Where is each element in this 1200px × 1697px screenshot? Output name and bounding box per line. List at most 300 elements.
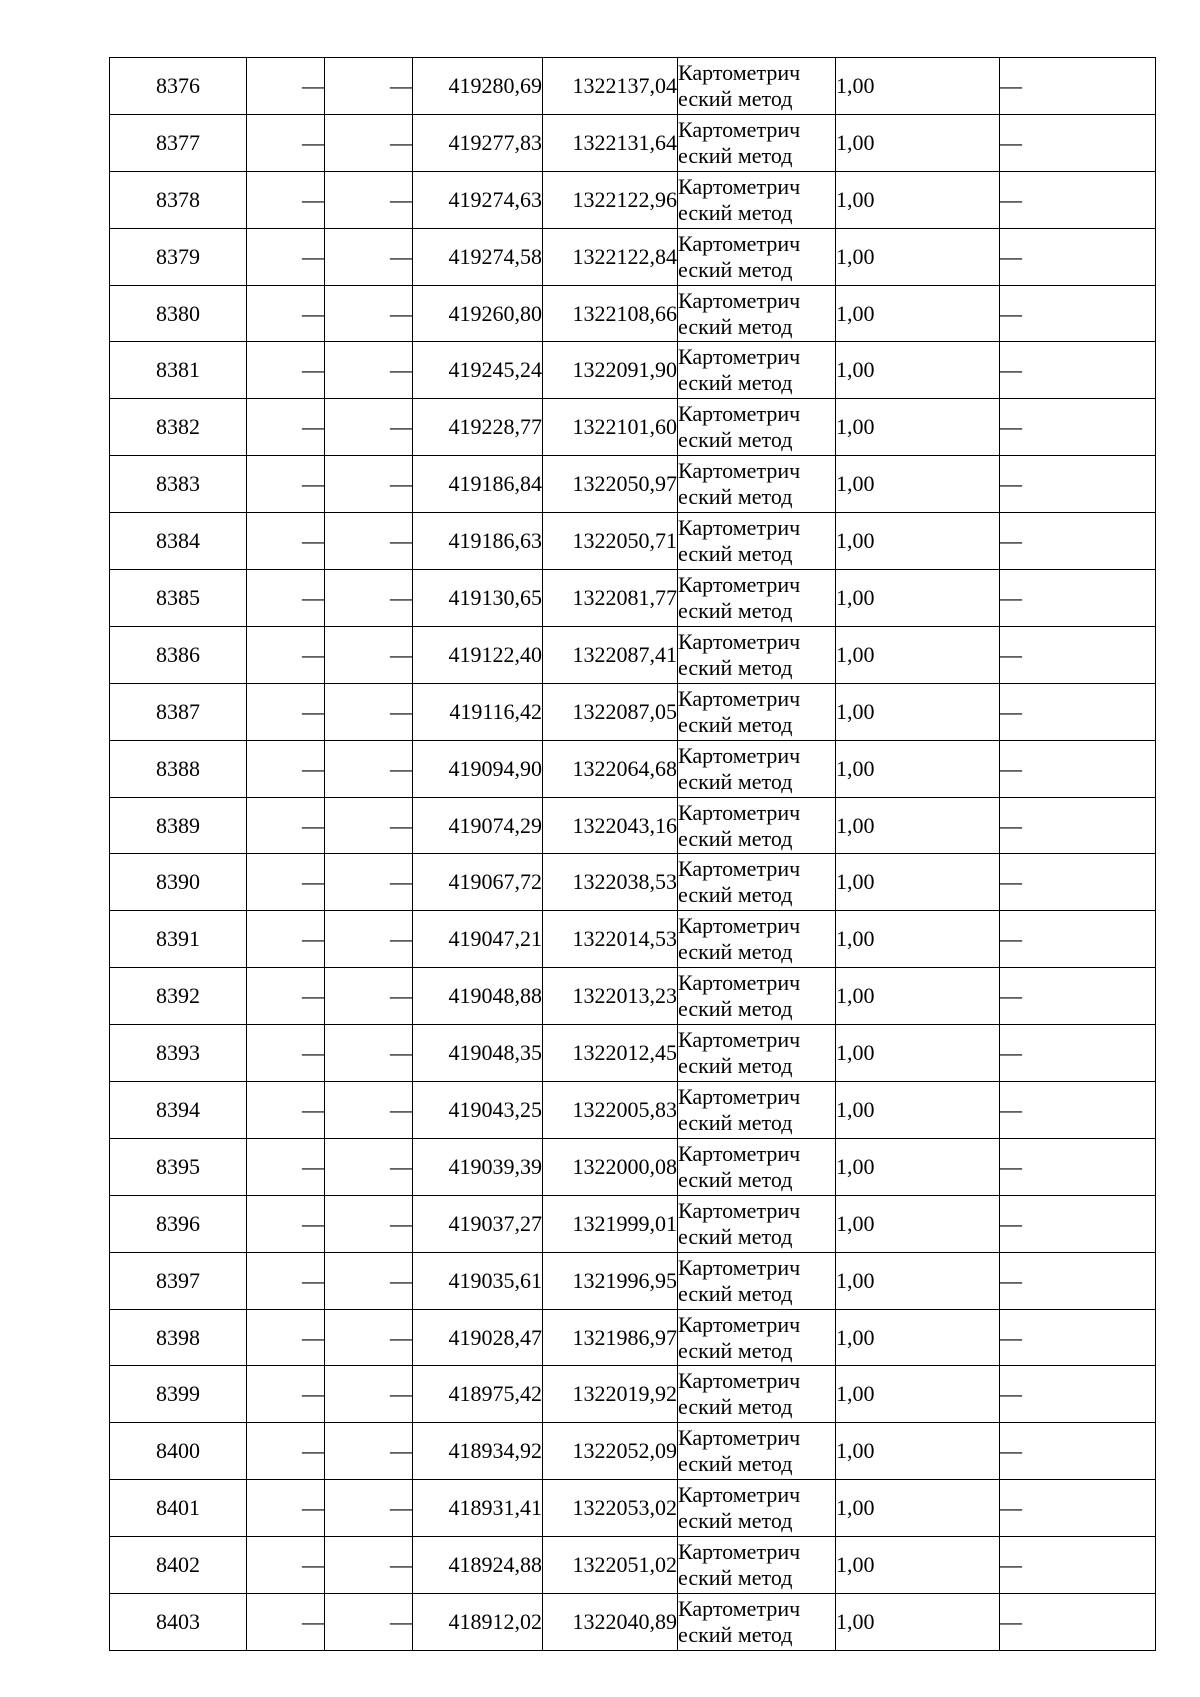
table-row (110, 911, 1156, 968)
method-text-line: еский метод (678, 1166, 793, 1192)
empty-value-cell: — (325, 1423, 413, 1480)
point-number-cell: 8391 (110, 911, 247, 968)
point-number-cell: 8379 (110, 228, 247, 285)
precision-cell: 1,00 (836, 399, 1000, 456)
empty-value-cell: — (247, 626, 325, 683)
table-row (110, 399, 1156, 456)
precision-cell: 1,00 (836, 1195, 1000, 1252)
empty-value-cell: — (325, 1594, 413, 1651)
y-coordinate-cell: 1322137,04 (543, 58, 678, 115)
method-text-line: Картометрич (678, 571, 801, 597)
method-text-line: Картометрич (678, 59, 801, 85)
precision-cell: 1,00 (836, 1594, 1000, 1651)
x-coordinate-cell: 419260,80 (413, 285, 543, 342)
table-row (110, 1195, 1156, 1252)
point-number-cell: 8387 (110, 683, 247, 740)
method-text-line: Картометрич (678, 230, 801, 256)
empty-value-cell: — (325, 342, 413, 399)
method-text-line: Картометрич (678, 1254, 801, 1280)
y-coordinate-cell: 1322043,16 (543, 797, 678, 854)
method-cell (678, 1025, 836, 1082)
empty-value-cell: — (325, 1480, 413, 1537)
point-number-cell: 8382 (110, 399, 247, 456)
method-text-line: еский метод (678, 484, 793, 510)
empty-value-cell: — (325, 1537, 413, 1594)
method-text-line: еский метод (678, 597, 793, 623)
empty-value-cell: — (247, 968, 325, 1025)
x-coordinate-cell: 419028,47 (413, 1309, 543, 1366)
method-cell (678, 1480, 836, 1537)
description-cell: — (1000, 740, 1156, 797)
empty-value-cell: — (247, 1138, 325, 1195)
y-coordinate-cell: 1322005,83 (543, 1082, 678, 1139)
method-text-line: Картометрич (678, 515, 801, 541)
empty-value-cell: — (325, 171, 413, 228)
method-text-line: Картометрич (678, 1482, 801, 1508)
x-coordinate-cell: 419186,84 (413, 456, 543, 513)
method-text-line: Картометрич (678, 1539, 801, 1565)
table-row (110, 570, 1156, 627)
precision-cell: 1,00 (836, 1252, 1000, 1309)
y-coordinate-cell: 1322052,09 (543, 1423, 678, 1480)
point-number-cell: 8401 (110, 1480, 247, 1537)
x-coordinate-cell: 419094,90 (413, 740, 543, 797)
precision-cell: 1,00 (836, 683, 1000, 740)
y-coordinate-cell: 1322000,08 (543, 1138, 678, 1195)
point-number-cell: 8383 (110, 456, 247, 513)
table-row (110, 456, 1156, 513)
empty-value-cell: — (247, 58, 325, 115)
point-number-cell: 8389 (110, 797, 247, 854)
precision-cell: 1,00 (836, 1537, 1000, 1594)
precision-cell: 1,00 (836, 570, 1000, 627)
y-coordinate-cell: 1322081,77 (543, 570, 678, 627)
description-cell: — (1000, 626, 1156, 683)
table-row (110, 342, 1156, 399)
point-number-cell: 8400 (110, 1423, 247, 1480)
empty-value-cell: — (325, 740, 413, 797)
empty-value-cell: — (247, 1309, 325, 1366)
empty-value-cell: — (247, 911, 325, 968)
x-coordinate-cell: 419074,29 (413, 797, 543, 854)
method-text-line: Картометрич (678, 1027, 801, 1053)
description-cell: — (1000, 968, 1156, 1025)
method-text-line: еский метод (678, 1451, 793, 1477)
empty-value-cell: — (247, 1594, 325, 1651)
method-text-line: Картометрич (678, 173, 801, 199)
precision-cell: 1,00 (836, 968, 1000, 1025)
y-coordinate-cell: 1322087,05 (543, 683, 678, 740)
x-coordinate-cell: 419245,24 (413, 342, 543, 399)
empty-value-cell: — (325, 456, 413, 513)
description-cell: — (1000, 1537, 1156, 1594)
point-number-cell: 8399 (110, 1366, 247, 1423)
table-row (110, 1082, 1156, 1139)
description-cell: — (1000, 456, 1156, 513)
x-coordinate-cell: 419039,39 (413, 1138, 543, 1195)
method-cell (678, 285, 836, 342)
method-text-line: Картометрич (678, 1197, 801, 1223)
empty-value-cell: — (247, 114, 325, 171)
empty-value-cell: — (247, 1423, 325, 1480)
empty-value-cell: — (247, 456, 325, 513)
method-text-line: еский метод (678, 1223, 793, 1249)
x-coordinate-cell: 419048,88 (413, 968, 543, 1025)
method-text-line: Картометрич (678, 287, 801, 313)
description-cell: — (1000, 1366, 1156, 1423)
empty-value-cell: — (247, 228, 325, 285)
method-text-line: еский метод (678, 541, 793, 567)
empty-value-cell: — (325, 570, 413, 627)
y-coordinate-cell: 1322101,60 (543, 399, 678, 456)
method-text-line: еский метод (678, 85, 793, 111)
method-text-line: еский метод (678, 199, 793, 225)
x-coordinate-cell: 419130,65 (413, 570, 543, 627)
method-text-line: еский метод (678, 427, 793, 453)
empty-value-cell: — (247, 1537, 325, 1594)
precision-cell: 1,00 (836, 1423, 1000, 1480)
x-coordinate-cell: 419228,77 (413, 399, 543, 456)
precision-cell: 1,00 (836, 626, 1000, 683)
point-number-cell: 8385 (110, 570, 247, 627)
point-number-cell: 8393 (110, 1025, 247, 1082)
empty-value-cell: — (247, 399, 325, 456)
y-coordinate-cell: 1322051,02 (543, 1537, 678, 1594)
x-coordinate-cell: 419280,69 (413, 58, 543, 115)
method-text-line: Картометрич (678, 970, 801, 996)
table-row (110, 58, 1156, 115)
x-coordinate-cell: 418934,92 (413, 1423, 543, 1480)
table-row (110, 683, 1156, 740)
x-coordinate-cell: 419047,21 (413, 911, 543, 968)
point-number-cell: 8380 (110, 285, 247, 342)
table-row (110, 1025, 1156, 1082)
y-coordinate-cell: 1322019,92 (543, 1366, 678, 1423)
y-coordinate-cell: 1322012,45 (543, 1025, 678, 1082)
table-row (110, 854, 1156, 911)
table-row (110, 1423, 1156, 1480)
point-number-cell: 8403 (110, 1594, 247, 1651)
description-cell: — (1000, 285, 1156, 342)
method-text-line: Картометрич (678, 685, 801, 711)
method-text-line: еский метод (678, 825, 793, 851)
description-cell: — (1000, 570, 1156, 627)
empty-value-cell: — (247, 171, 325, 228)
empty-value-cell: — (325, 1025, 413, 1082)
description-cell: — (1000, 1025, 1156, 1082)
method-cell (678, 342, 836, 399)
empty-value-cell: — (247, 1252, 325, 1309)
method-text-line: еский метод (678, 1280, 793, 1306)
method-text-line: еский метод (678, 313, 793, 339)
description-cell: — (1000, 114, 1156, 171)
description-cell: — (1000, 58, 1156, 115)
method-cell (678, 1252, 836, 1309)
description-cell: — (1000, 513, 1156, 570)
description-cell: — (1000, 171, 1156, 228)
point-number-cell: 8394 (110, 1082, 247, 1139)
method-text-line: Картометрич (678, 1595, 801, 1621)
table-row (110, 171, 1156, 228)
table-row (110, 513, 1156, 570)
description-cell: — (1000, 1252, 1156, 1309)
method-cell (678, 399, 836, 456)
empty-value-cell: — (247, 1195, 325, 1252)
empty-value-cell: — (325, 285, 413, 342)
x-coordinate-cell: 418975,42 (413, 1366, 543, 1423)
method-text-line: Картометрич (678, 742, 801, 768)
coordinates-table (109, 57, 1156, 1651)
x-coordinate-cell: 419186,63 (413, 513, 543, 570)
table-row (110, 285, 1156, 342)
description-cell: — (1000, 399, 1156, 456)
y-coordinate-cell: 1322038,53 (543, 854, 678, 911)
x-coordinate-cell: 419116,42 (413, 683, 543, 740)
precision-cell: 1,00 (836, 740, 1000, 797)
empty-value-cell: — (247, 797, 325, 854)
method-cell (678, 513, 836, 570)
empty-value-cell: — (325, 797, 413, 854)
method-cell (678, 1423, 836, 1480)
y-coordinate-cell: 1322050,97 (543, 456, 678, 513)
x-coordinate-cell: 419043,25 (413, 1082, 543, 1139)
method-cell (678, 171, 836, 228)
empty-value-cell: — (325, 513, 413, 570)
method-text-line: еский метод (678, 1053, 793, 1079)
method-cell (678, 626, 836, 683)
empty-value-cell: — (325, 626, 413, 683)
method-cell (678, 854, 836, 911)
method-cell (678, 740, 836, 797)
table-row (110, 1252, 1156, 1309)
table-row (110, 114, 1156, 171)
precision-cell: 1,00 (836, 1082, 1000, 1139)
table-row (110, 228, 1156, 285)
method-text-line: еский метод (678, 1109, 793, 1135)
description-cell: — (1000, 797, 1156, 854)
empty-value-cell: — (247, 1025, 325, 1082)
y-coordinate-cell: 1322064,68 (543, 740, 678, 797)
precision-cell: 1,00 (836, 1480, 1000, 1537)
x-coordinate-cell: 418912,02 (413, 1594, 543, 1651)
empty-value-cell: — (325, 1366, 413, 1423)
empty-value-cell: — (247, 570, 325, 627)
empty-value-cell: — (247, 740, 325, 797)
method-cell (678, 570, 836, 627)
empty-value-cell: — (247, 1480, 325, 1537)
method-cell (678, 228, 836, 285)
y-coordinate-cell: 1321986,97 (543, 1309, 678, 1366)
method-text-line: Картометрич (678, 1311, 801, 1337)
y-coordinate-cell: 1322013,23 (543, 968, 678, 1025)
point-number-cell: 8386 (110, 626, 247, 683)
y-coordinate-cell: 1321999,01 (543, 1195, 678, 1252)
x-coordinate-cell: 419048,35 (413, 1025, 543, 1082)
description-cell: — (1000, 228, 1156, 285)
method-cell (678, 1195, 836, 1252)
method-text-line: еский метод (678, 1394, 793, 1420)
precision-cell: 1,00 (836, 1025, 1000, 1082)
y-coordinate-cell: 1322087,41 (543, 626, 678, 683)
table-row (110, 1309, 1156, 1366)
description-cell: — (1000, 342, 1156, 399)
method-cell (678, 968, 836, 1025)
precision-cell: 1,00 (836, 342, 1000, 399)
method-cell (678, 456, 836, 513)
x-coordinate-cell: 419122,40 (413, 626, 543, 683)
description-cell: — (1000, 1480, 1156, 1537)
empty-value-cell: — (247, 285, 325, 342)
precision-cell: 1,00 (836, 1138, 1000, 1195)
precision-cell: 1,00 (836, 114, 1000, 171)
precision-cell: 1,00 (836, 171, 1000, 228)
y-coordinate-cell: 1322131,64 (543, 114, 678, 171)
y-coordinate-cell: 1322014,53 (543, 911, 678, 968)
method-cell (678, 1309, 836, 1366)
empty-value-cell: — (325, 968, 413, 1025)
precision-cell: 1,00 (836, 1309, 1000, 1366)
point-number-cell: 8392 (110, 968, 247, 1025)
method-text-line: еский метод (678, 996, 793, 1022)
empty-value-cell: — (325, 1195, 413, 1252)
point-number-cell: 8381 (110, 342, 247, 399)
empty-value-cell: — (325, 1309, 413, 1366)
method-text-line: еский метод (678, 370, 793, 396)
method-text-line: Картометрич (678, 1083, 801, 1109)
y-coordinate-cell: 1322053,02 (543, 1480, 678, 1537)
method-cell (678, 1138, 836, 1195)
method-cell (678, 683, 836, 740)
description-cell: — (1000, 1082, 1156, 1139)
precision-cell: 1,00 (836, 58, 1000, 115)
method-text-line: еский метод (678, 882, 793, 908)
point-number-cell: 8376 (110, 58, 247, 115)
table-row (110, 1138, 1156, 1195)
empty-value-cell: — (325, 854, 413, 911)
empty-value-cell: — (247, 1366, 325, 1423)
empty-value-cell: — (325, 683, 413, 740)
method-text-line: Картометрич (678, 1140, 801, 1166)
x-coordinate-cell: 419035,61 (413, 1252, 543, 1309)
method-text-line: еский метод (678, 768, 793, 794)
method-text-line: Картометрич (678, 1425, 801, 1451)
description-cell: — (1000, 1138, 1156, 1195)
method-cell (678, 58, 836, 115)
table-row (110, 1594, 1156, 1651)
x-coordinate-cell: 419274,58 (413, 228, 543, 285)
method-text-line: Картометрич (678, 116, 801, 142)
method-text-line: еский метод (678, 654, 793, 680)
method-cell (678, 1594, 836, 1651)
method-text-line: Картометрич (678, 401, 801, 427)
table-row (110, 1480, 1156, 1537)
point-number-cell: 8388 (110, 740, 247, 797)
method-text-line: Картометрич (678, 799, 801, 825)
point-number-cell: 8395 (110, 1138, 247, 1195)
empty-value-cell: — (325, 399, 413, 456)
method-cell (678, 911, 836, 968)
method-text-line: еский метод (678, 1337, 793, 1363)
y-coordinate-cell: 1322050,71 (543, 513, 678, 570)
table-row (110, 968, 1156, 1025)
empty-value-cell: — (247, 854, 325, 911)
point-number-cell: 8396 (110, 1195, 247, 1252)
point-number-cell: 8378 (110, 171, 247, 228)
method-text-line: Картометрич (678, 628, 801, 654)
point-number-cell: 8402 (110, 1537, 247, 1594)
point-number-cell: 8390 (110, 854, 247, 911)
precision-cell: 1,00 (836, 228, 1000, 285)
description-cell: — (1000, 683, 1156, 740)
y-coordinate-cell: 1322040,89 (543, 1594, 678, 1651)
table-row (110, 626, 1156, 683)
method-cell (678, 1537, 836, 1594)
table-row (110, 1537, 1156, 1594)
empty-value-cell: — (325, 114, 413, 171)
point-number-cell: 8384 (110, 513, 247, 570)
table-row (110, 740, 1156, 797)
y-coordinate-cell: 1322122,84 (543, 228, 678, 285)
empty-value-cell: — (247, 683, 325, 740)
empty-value-cell: — (325, 58, 413, 115)
table-row (110, 797, 1156, 854)
method-cell (678, 1366, 836, 1423)
precision-cell: 1,00 (836, 854, 1000, 911)
description-cell: — (1000, 854, 1156, 911)
description-cell: — (1000, 911, 1156, 968)
precision-cell: 1,00 (836, 797, 1000, 854)
method-text-line: еский метод (678, 711, 793, 737)
precision-cell: 1,00 (836, 911, 1000, 968)
empty-value-cell: — (325, 1138, 413, 1195)
precision-cell: 1,00 (836, 513, 1000, 570)
method-text-line: еский метод (678, 256, 793, 282)
method-text-line: Картометрич (678, 458, 801, 484)
method-text-line: еский метод (678, 1621, 793, 1647)
point-number-cell: 8398 (110, 1309, 247, 1366)
method-text-line: еский метод (678, 142, 793, 168)
method-text-line: еский метод (678, 1508, 793, 1534)
description-cell: — (1000, 1594, 1156, 1651)
empty-value-cell: — (325, 1082, 413, 1139)
method-text-line: Картометрич (678, 913, 801, 939)
method-text-line: еский метод (678, 939, 793, 965)
method-text-line: Картометрич (678, 1368, 801, 1394)
table-row (110, 1366, 1156, 1423)
method-text-line: Картометрич (678, 344, 801, 370)
empty-value-cell: — (325, 911, 413, 968)
x-coordinate-cell: 419037,27 (413, 1195, 543, 1252)
y-coordinate-cell: 1322122,96 (543, 171, 678, 228)
x-coordinate-cell: 419067,72 (413, 854, 543, 911)
description-cell: — (1000, 1309, 1156, 1366)
x-coordinate-cell: 418931,41 (413, 1480, 543, 1537)
x-coordinate-cell: 419277,83 (413, 114, 543, 171)
empty-value-cell: — (247, 342, 325, 399)
precision-cell: 1,00 (836, 1366, 1000, 1423)
y-coordinate-cell: 1322091,90 (543, 342, 678, 399)
empty-value-cell: — (325, 228, 413, 285)
precision-cell: 1,00 (836, 456, 1000, 513)
empty-value-cell: — (325, 1252, 413, 1309)
empty-value-cell: — (247, 1082, 325, 1139)
method-cell (678, 797, 836, 854)
y-coordinate-cell: 1321996,95 (543, 1252, 678, 1309)
description-cell: — (1000, 1195, 1156, 1252)
method-text-line: еский метод (678, 1565, 793, 1591)
table-body (110, 58, 1156, 1651)
point-number-cell: 8397 (110, 1252, 247, 1309)
